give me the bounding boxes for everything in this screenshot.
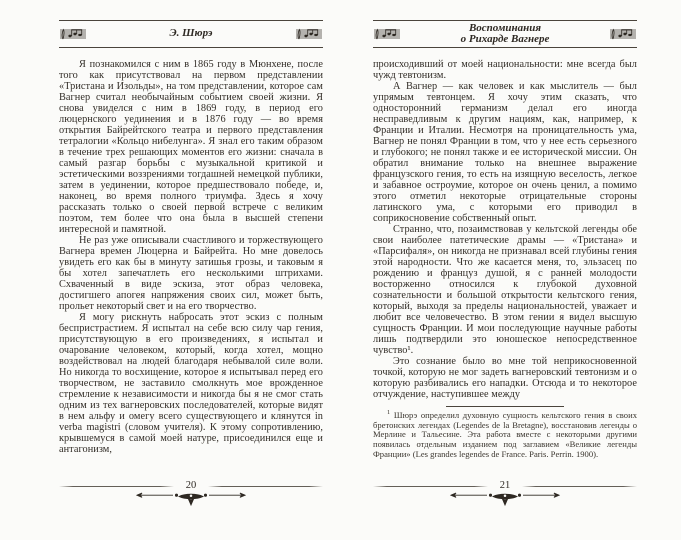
- running-head-book-title: [461, 23, 550, 46]
- footer-rule: [522, 486, 637, 487]
- footer-rule: [59, 486, 174, 487]
- paragraph: А Вагнер — как человек и как мыслитель — был упрямым тевтонцем. Я хочу этим сказать, что односторонний германизм делал его иногда несправедливым к другим нациям, как, например, к Франции и Италии. Несмотря на проницательность ума, Вагнер не понял Франции в том, что у нее есть серьезного и глубокого; не понял также и ее исторической миссии. Он обратил внимание только на внешнее выражение французского гения, то есть на изящную веселость, легкое и забавное остроумие, которое он очень ценил, а помимо этого отметил некоторые отрицательные стороны латинского ума, с которыми его приводил в соприкосновение собственный опыт.: [373, 81, 637, 224]
- footer-rule: [373, 486, 488, 487]
- footnote: [373, 411, 637, 460]
- paragraph: Я познакомился с ним в 1865 году в Мюнхене, после того как присутствовал на первом представлении «Тристана и Изольды», на том представлении, которое сам Вагнер считал необычайным событием своей жизни. Я снова увиделся с ним в 1869 году, в период его люцернского уединения и в 1876 году — во время открытия Байрейтского театра и первого представления тетралогии «Кольцо нибелунга». Я знал его таким образом в течение трех решающих моментов его жизни: сначала в самый разгар борьбы с музыкальной критикой и эстетическими воззрениями тогдашней немецкой публики, затем в уединении, которое предшествовало победе, и, наконец, во время полного триумфа. Здесь я хочу рассказать только о своей первой встрече с великим поэтом, тем более что она была в высшей степени интересной и памятной.: [59, 59, 323, 235]
- arrow-fleuron-ornament: [59, 492, 323, 508]
- paragraph: происходивший от моей национальности: мне всегда был чужд тевтонизм.: [373, 59, 637, 81]
- music-staff-ornament: [60, 28, 86, 40]
- footer-rule: [208, 486, 323, 487]
- page-right: [373, 20, 637, 460]
- running-head-line2: о Рихарде Вагнере: [460, 33, 550, 45]
- left-page-footer: [59, 480, 323, 508]
- page-number: 20: [185, 480, 197, 491]
- paragraph: Я могу рискнуть набросать этот эскиз с полным беспристрастием. Я испытал на себе всю силу чар гения, присутствующую в его произведениях, я испытал и очарование человеком, который, когда хотел, мощно воздействовал на людей благодаря небывалой силе воли. Но никогда то восхищение, которое я испытывал перед его творчеством, не заставило смолкнуть мое врожденное стремление к независимости и никогда бы я не смог стать одним из тех вагнеровских последователей, которые видят в нем альфу и омегу всего существующего и клянутся in verba magistri (словом учителя). К этому сопротивлению, крывшемуся в самой моей натуре, присоединился еще и антагонизм,: [59, 312, 323, 455]
- arrow-fleuron-ornament: [373, 492, 637, 508]
- right-page-footer: [373, 480, 637, 508]
- folio-row: [373, 480, 637, 492]
- right-page-text: [373, 59, 637, 400]
- left-running-head-band: [59, 20, 323, 48]
- page-number: 21: [499, 480, 511, 491]
- folio-row: [59, 480, 323, 492]
- footnote-text: Шюрэ определил духовную сущность кельтского гения в своих бретонских легендах (Legendes de la Bretagne), восстановив легенды о Мерлине и Тальесине. Эта работа вместе с некоторыми другими появилась отдельным изданием под заглавием «Великие легенды Франции» (Les grandes legendes de France. Paris. Perrin. 1900).: [373, 410, 637, 459]
- footnote-separator: [446, 406, 564, 407]
- music-staff-ornament: [610, 28, 636, 40]
- page-left: [59, 20, 323, 455]
- paragraph: Это сознание было во мне той неприкосновенной точкой, которую не мог задеть вагнеровский тевтонизм и о которую разбивались его нападки. Отсюда и то некоторое отчуждение, наступившее между: [373, 356, 637, 400]
- music-staff-ornament: [374, 28, 400, 40]
- paragraph: Не раз уже описывали счастливого и торжествующего Вагнера времен Люцерна и Байрейта. Но мне довелось увидеть его как бы в минуту затишья грозы, и таковым я бы хотел запечатлеть его несколькими штрихами. Схваченный в виде эскиза, этот образ человека, достигшего апогея напряжения своих сил, может быть, прольет некоторый свет и на его творчество.: [59, 235, 323, 312]
- left-page-text: [59, 59, 323, 455]
- right-running-head-band: [373, 20, 637, 48]
- paragraph: Странно, что, позаимствовав у кельтской легенды обе свои наиболее патетические драмы — «Тристана» и «Парсифаля», он никогда не признавал всей глубины гения этой народности. Что же касается меня, то, эльзасец по рождению и француз душой, я с ранней молодости восторженно относился к глубокой духовной сознательности и большой открытости кельтского гения, который, выходя за пределы национальностей, уважает и любит все человечество. В этом гении я видел высшую сущность Франции. И мои последующие научные работы лишь подтвердили это юношеское непосредственное чувство¹.: [373, 224, 637, 356]
- running-head-line1: Воспоминания: [468, 21, 542, 34]
- music-staff-ornament: [296, 28, 322, 40]
- footnote-marker: 1: [387, 409, 391, 417]
- running-head-author: Э. Шюрэ: [169, 27, 213, 40]
